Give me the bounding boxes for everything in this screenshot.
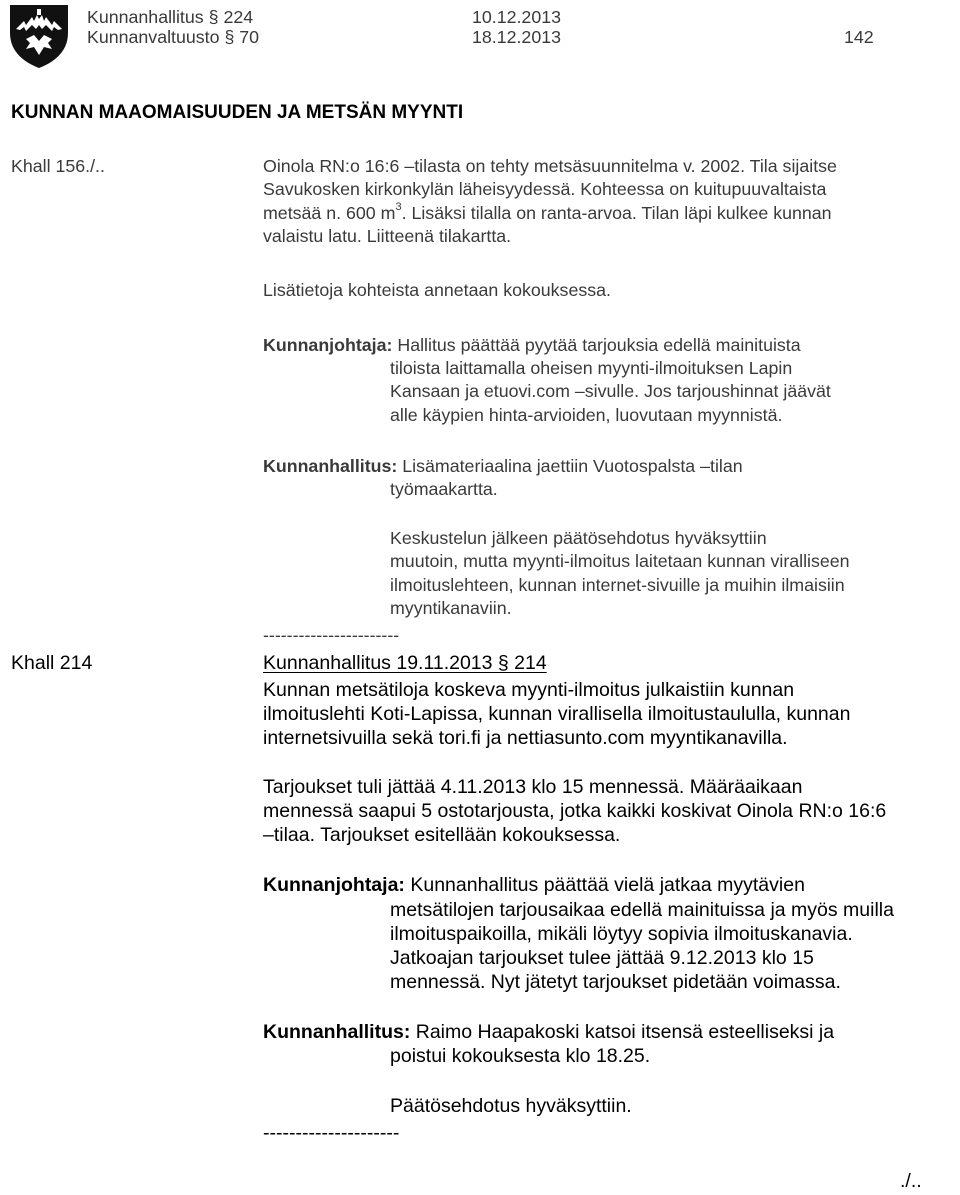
section1-paragraph-2: Lisätietoja kohteista annetaan kokouksessa. <box>263 280 611 300</box>
text-line <box>263 202 837 225</box>
section-sign: § <box>208 7 224 27</box>
text-line: ilmoituspaikoilla, mikäli löytyy sopivia ilmoituskanavia. <box>390 923 853 945</box>
text-line: metsätilojen tarjousaikaa edellä mainituissa ja myös muilla <box>390 899 894 921</box>
text-fragment: . Lisäksi tilalla on ranta-arvoa. Tilan läpi kulkee kunnan <box>401 202 832 223</box>
text-fragment: metsää n. 600 m <box>263 202 396 223</box>
text-line: Kansaan ja etuovi.com –sivulle. Jos tarjoushinnat jäävät <box>390 381 831 402</box>
text-fragment: Hallitus päättää pyytää tarjouksia edellä mainituista <box>397 335 801 355</box>
text-line: Keskustelun jälkeen päätösehdotus hyväksyttiin <box>390 528 767 548</box>
section1-decision-continuation: työmaakartta. <box>390 479 498 499</box>
text-fragment: Kunnanhallitus päättää vielä jatkaa myytävien <box>410 874 805 896</box>
header-date-2: 18.12.2013 <box>472 27 561 47</box>
section1-paragraph-1 <box>263 155 837 249</box>
header-body-1: Kunnanhallitus <box>87 7 204 27</box>
section1-ref: Khall 156./.. <box>11 156 105 176</box>
section2-proposal-first-line <box>263 874 805 897</box>
header-body-2: Kunnanvaltuusto <box>87 27 220 47</box>
speaker-label: Kunnanhallitus: <box>263 456 398 476</box>
text-fragment: Raimo Haapakoski katsoi itsensä esteelliseksi ja <box>415 1021 835 1043</box>
text-line: –tilaa. Tarjoukset esitellään kokouksessa. <box>263 824 621 846</box>
section2-ref: Khall 214 <box>11 652 93 674</box>
section2-decision-result: Päätösehdotus hyväksyttiin. <box>390 1095 632 1117</box>
section-separator: ----------------------- <box>263 625 400 645</box>
section1-decision-first-line <box>263 455 743 478</box>
text-line: ilmoituslehteen, kunnan internet-sivuille ja muihin ilmaisiin <box>390 574 845 595</box>
section-separator: --------------------- <box>263 1122 400 1144</box>
text-line: myyntikanaviin. <box>390 598 512 619</box>
section-sign: § <box>224 27 240 47</box>
section2-paragraph-1 <box>263 678 850 750</box>
speaker-label: Kunnanhallitus: <box>263 1021 411 1043</box>
text-line: Savukosken kirkonkylän läheisyydessä. Kohteessa on kuitupuuvaltaista <box>263 179 827 200</box>
section1-proposal-continuation <box>390 357 831 427</box>
page-number: 142 <box>844 27 874 47</box>
header-number-2: 70 <box>239 27 260 47</box>
section2-proposal-continuation <box>390 898 894 994</box>
section2-decision-continuation: poistui kokouksesta klo 18.25. <box>390 1045 651 1067</box>
text-line: mennessä. Nyt jätetyt tarjoukset pidetään voimassa. <box>390 971 841 993</box>
text-line: Jatkoajan tarjoukset tulee jättää 9.12.2013 klo 15 <box>390 947 814 969</box>
section2-decision-first-line <box>263 1021 834 1044</box>
superscript: 3 <box>395 200 402 213</box>
text-fragment: Lisämateriaalina jaettiin Vuotospalsta –tilan <box>402 456 743 476</box>
speaker-label: Kunnanjohtaja: <box>263 335 393 355</box>
text-line: ilmoituslehti Koti-Lapissa, kunnan virallisella ilmoitustaululla, kunnan <box>263 703 851 725</box>
text-line: alle käypien hinta-arvioiden, luovutaan myynnistä. <box>390 404 783 425</box>
text-line: Oinola RN:o 16:6 –tilasta on tehty metsäsuunnitelma v. 2002. Tila sijaitse <box>263 156 837 176</box>
section2-heading: Kunnanhallitus 19.11.2013 § 214 <box>263 652 547 674</box>
text-line: valaistu latu. Liitteenä tilakartta. <box>263 226 512 247</box>
document-title: KUNNAN MAAOMAISUUDEN JA METSÄN MYYNTI <box>11 102 464 123</box>
section1-proposal-first-line <box>263 334 801 357</box>
section1-decision-result <box>390 527 850 621</box>
coat-of-arms-icon <box>6 3 72 69</box>
text-line: muutoin, mutta myynti-ilmoitus laitetaan kunnan viralliseen <box>390 551 850 572</box>
section2-paragraph-2 <box>263 775 886 847</box>
text-line: Kunnan metsätiloja koskeva myynti-ilmoitus julkaistiin kunnan <box>263 679 795 701</box>
header-number-1: 224 <box>223 7 254 27</box>
text-line: mennessä saapui 5 ostotarjousta, jotka kaikki koskivat Oinola RN:o 16:6 <box>263 800 887 822</box>
speaker-label: Kunnanjohtaja: <box>263 874 405 896</box>
text-line: internetsivuilla sekä tori.fi ja nettiasunto.com myyntikanavilla. <box>263 727 788 749</box>
continues-marker: ./.. <box>900 1170 922 1192</box>
header-line-2 <box>87 26 259 49</box>
header-date-1: 10.12.2013 <box>472 7 561 27</box>
text-line: tiloista laittamalla oheisen myynti-ilmoituksen Lapin <box>390 358 793 378</box>
text-line: Tarjoukset tuli jättää 4.11.2013 klo 15 mennessä. Määräaikaan <box>263 776 803 798</box>
